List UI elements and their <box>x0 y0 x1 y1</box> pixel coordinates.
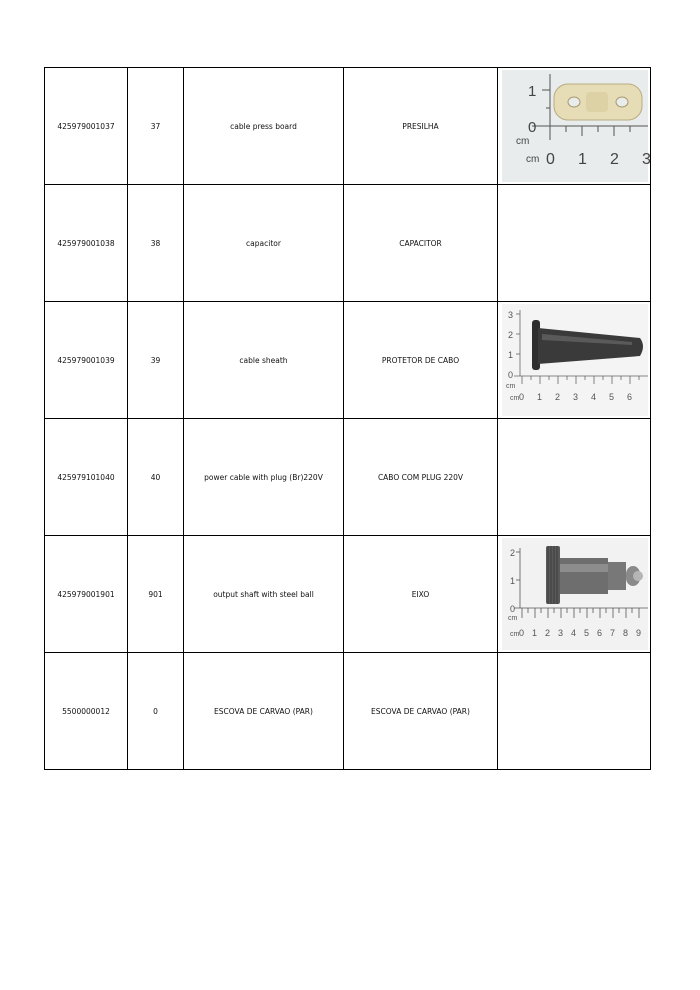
part-code: 425979001037 <box>45 68 128 185</box>
ruler-x-label: 6 <box>627 392 633 402</box>
ruler-y-label: 0 <box>508 370 514 380</box>
ruler-unit-label: cm <box>510 395 520 402</box>
ruler-x-label: 3 <box>642 151 651 168</box>
ruler-unit-label: cm <box>516 136 530 147</box>
part-code: 425979101040 <box>45 419 128 536</box>
position-number: 40 <box>128 419 184 536</box>
position-number: 0 <box>128 653 184 770</box>
position-number: 39 <box>128 302 184 419</box>
description-pt: EIXO <box>344 536 498 653</box>
part-code: 425979001038 <box>45 185 128 302</box>
part-code: 425979001039 <box>45 302 128 419</box>
ruler-y-label: 1 <box>508 350 514 360</box>
ruler-x-label: 8 <box>623 628 629 638</box>
photo-cell <box>498 68 651 185</box>
description-en: cable sheath <box>184 302 344 419</box>
ruler-y-label: 0 <box>510 604 516 614</box>
position-number: 901 <box>128 536 184 653</box>
photo-cell <box>498 536 651 653</box>
description-en: capacitor <box>184 185 344 302</box>
cable-clamp-photo <box>502 70 651 182</box>
ruler-y-label: 2 <box>510 548 516 558</box>
photo-cell <box>498 302 651 419</box>
ruler-y-label: 0 <box>528 119 537 136</box>
ruler-x-label: 4 <box>591 392 597 402</box>
table-row <box>45 653 651 770</box>
description-pt: CABO COM PLUG 220V <box>344 419 498 536</box>
table-row <box>45 302 651 419</box>
ruler-x-label: 9 <box>636 628 642 638</box>
description-pt: CAPACITOR <box>344 185 498 302</box>
description-en: output shaft with steel ball <box>184 536 344 653</box>
photo-cell <box>498 419 651 536</box>
ruler-x-label: 5 <box>609 392 615 402</box>
description-en: ESCOVA DE CARVAO (PAR) <box>184 653 344 770</box>
output-shaft-photo <box>502 538 648 650</box>
photo-cell <box>498 653 651 770</box>
table-row <box>45 536 651 653</box>
photo-cell <box>498 185 651 302</box>
part-code: 5500000012 <box>45 653 128 770</box>
description-pt: ESCOVA DE CARVAO (PAR) <box>344 653 498 770</box>
ruler-unit-label: cm <box>506 383 516 390</box>
ruler-unit-label: cm <box>510 631 520 638</box>
ruler-x-label: 0 <box>519 392 525 402</box>
description-pt: PROTETOR DE CABO <box>344 302 498 419</box>
position-number: 38 <box>128 185 184 302</box>
position-number: 37 <box>128 68 184 185</box>
ruler-x-label: 7 <box>610 628 616 638</box>
part-code: 425979001901 <box>45 536 128 653</box>
ruler-x-label: 4 <box>571 628 577 638</box>
description-pt: PRESILHA <box>344 68 498 185</box>
ruler-y-label: 1 <box>510 576 516 586</box>
table-row <box>45 185 651 302</box>
ruler-y-label: 2 <box>508 330 514 340</box>
ruler-x-label: 0 <box>519 628 525 638</box>
parts-table <box>44 67 651 770</box>
ruler-x-label: 5 <box>584 628 590 638</box>
ruler-x-label: 2 <box>610 151 619 168</box>
ruler-x-label: 3 <box>573 392 579 402</box>
ruler-x-label: 2 <box>545 628 551 638</box>
ruler-y-label: 1 <box>528 83 537 100</box>
ruler-unit-label: cm <box>508 615 518 622</box>
ruler-x-label: 1 <box>537 392 543 402</box>
ruler-y-label: 3 <box>508 310 514 320</box>
table-row <box>45 419 651 536</box>
ruler-x-label: 6 <box>597 628 603 638</box>
description-en: power cable with plug (Br)220V <box>184 419 344 536</box>
ruler-x-label: 2 <box>555 392 561 402</box>
table-row <box>45 68 651 185</box>
ruler-x-label: 0 <box>546 151 555 168</box>
cable-sheath-photo <box>502 304 648 416</box>
ruler-x-label: 1 <box>532 628 538 638</box>
ruler-x-label: 3 <box>558 628 564 638</box>
ruler-x-label: 1 <box>578 151 587 168</box>
description-en: cable press board <box>184 68 344 185</box>
ruler-unit-label: cm <box>526 154 540 165</box>
